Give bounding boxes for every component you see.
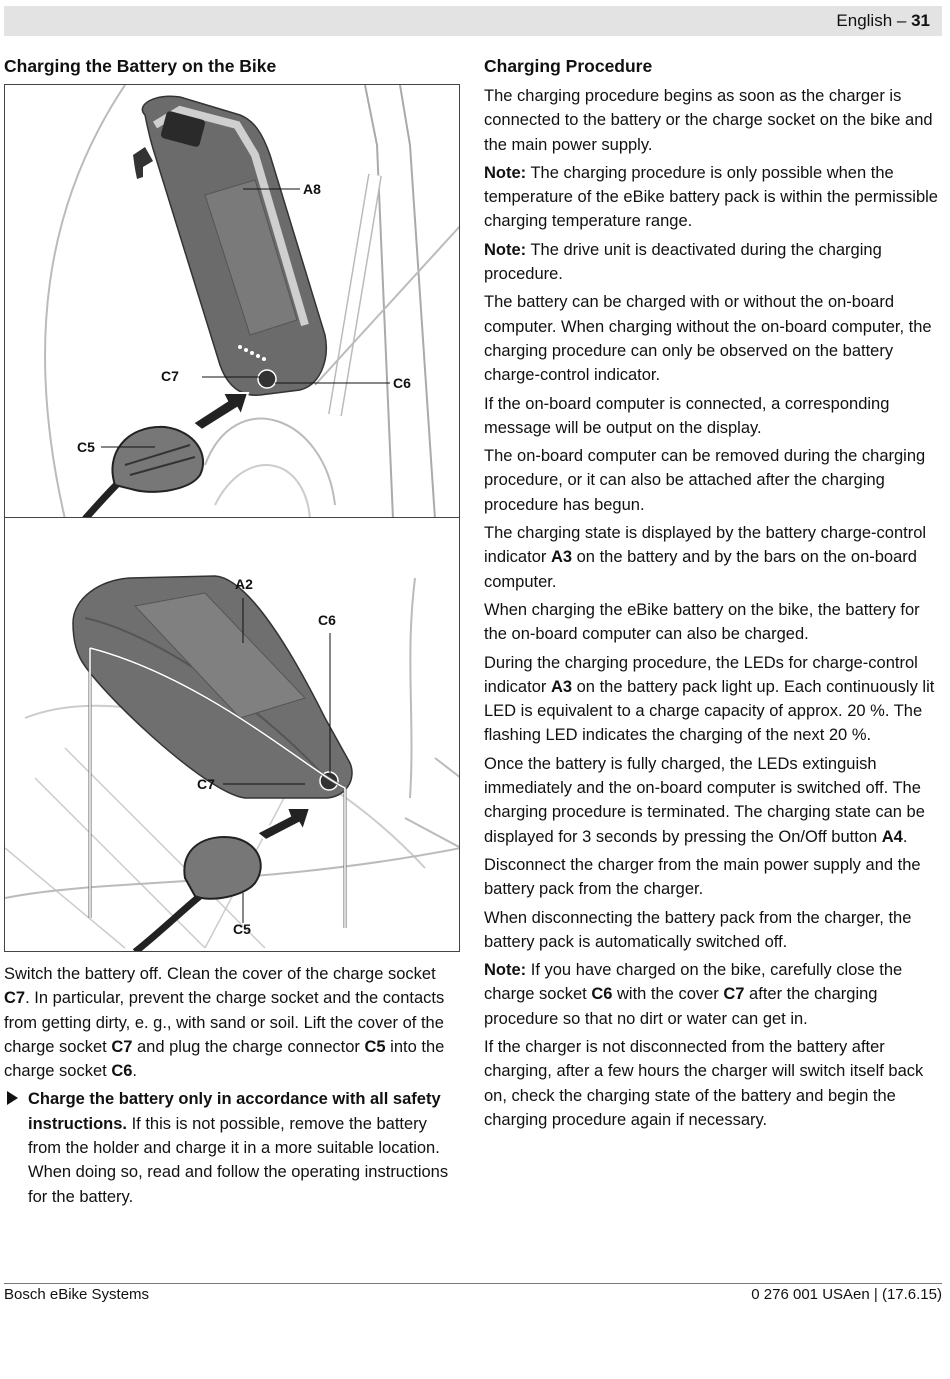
ref-c7: C7	[111, 1037, 133, 1056]
label-a2: A2	[235, 576, 253, 592]
label-c7: C7	[161, 368, 179, 384]
header-language: English	[836, 11, 893, 30]
label-a8: A8	[303, 181, 321, 197]
ref-c6: C6	[591, 985, 613, 1004]
ref-c6: C6	[111, 1062, 133, 1081]
text-run: The charging procedure is only possible when the temperature of the eBike battery pack is within the permissible charging temperature range.	[484, 163, 938, 231]
paragraph-10	[484, 752, 940, 849]
figure-battery-rack	[4, 518, 460, 952]
text-run: into the charge socket	[4, 1037, 445, 1081]
safety-bullet	[4, 1087, 460, 1208]
paragraph-5: If the on-board computer is connected, a corresponding message will be output on the display.	[484, 394, 890, 437]
text-run: .	[132, 1062, 137, 1081]
text-run: If you have charged on the bike, carefully close the charge socket	[484, 961, 903, 1004]
note-label: Note:	[484, 240, 527, 259]
paragraph-11: Disconnect the charger from the main power supply and the battery pack from the charger.	[484, 855, 921, 899]
note-label: Note:	[484, 961, 527, 980]
label-c6: C6	[318, 612, 336, 628]
bullet-text: If this is not possible, remove the battery from the holder and charge it in a more suitable location. When doing so, read and follow the operating instructions for the battery.	[28, 1114, 449, 1206]
page-header	[4, 6, 942, 36]
text-run: after the charging procedure so that no dirt or water can get in.	[484, 985, 878, 1028]
header-page-number: 31	[911, 11, 930, 30]
text-run: with the cover	[612, 985, 724, 1004]
text-run: on the battery and by the bars on the on-board computer.	[484, 548, 917, 591]
left-heading: Charging the Battery on the Bike	[4, 56, 277, 76]
paragraph-8: When charging the eBike battery on the bike, the battery for the on-board computer can also be charged.	[484, 600, 920, 644]
paragraph-4: The battery can be charged with or without the on-board computer. When charging without the on-board computer, the charging procedure can only be observed on the battery charge-control indicator.	[484, 293, 932, 385]
header-separator: –	[892, 11, 912, 30]
footer-right: 0 276 001 USAen | (17.6.15)	[751, 1286, 942, 1303]
paragraph-14: If the charger is not disconnected from the battery after charging, after a few hours the charger will switch itself back on, check the charging state of the battery and begin the charging procedure again if necessary.	[484, 1037, 924, 1129]
text-run: and plug the charge connector	[132, 1037, 365, 1056]
label-c6: C6	[393, 375, 411, 391]
label-c5: C5	[233, 921, 251, 937]
ref-a3: A3	[550, 548, 573, 567]
figure-battery-frame	[4, 84, 460, 518]
label-c7: C7	[197, 776, 215, 792]
paragraph-2	[484, 161, 940, 234]
text-run: The charging state is displayed by the battery charge-control indicator	[484, 524, 927, 567]
paragraph-6: The on-board computer can be removed during the charging procedure, or it can also be attached after the charging procedure has begun.	[484, 447, 926, 514]
text-run: Once the battery is fully charged, the LEDs extinguish immediately and the on-board computer is switched off. The charging procedure is terminated. The charging state can be displayed for 3 seconds by pressing the On/Off button	[484, 754, 925, 846]
left-column	[4, 54, 460, 1213]
right-column	[484, 54, 940, 1136]
right-heading: Charging Procedure	[484, 56, 653, 76]
text-run: .	[902, 827, 908, 846]
text-run: The drive unit is deactivated during the charging procedure.	[484, 240, 882, 284]
text-run: on the battery pack light up. Each continuously lit LED is equivalent to a charge capacity of approx. 20 %. The flashing LED indicates the charging of the next 20 %.	[484, 677, 935, 745]
left-body	[4, 962, 460, 1209]
footer-divider	[4, 1283, 942, 1284]
ref-c5: C5	[364, 1037, 386, 1056]
paragraph-13	[484, 958, 940, 1031]
bullet-triangle-icon	[7, 1091, 18, 1105]
text-run: Switch the battery off. Clean the cover of the charge socket	[4, 965, 436, 983]
label-c5: C5	[77, 439, 95, 455]
paragraph-9	[484, 651, 940, 748]
header-page-label	[836, 11, 930, 31]
illustration-frame-battery	[5, 85, 460, 518]
ref-c7: C7	[723, 985, 745, 1004]
paragraph-3	[484, 238, 940, 287]
ref-a4: A4	[881, 827, 903, 846]
bullet-bold: Charge the battery only in accordance with all safety instructions.	[28, 1090, 441, 1133]
note-label: Note:	[484, 163, 527, 182]
illustration-rack-battery	[5, 518, 460, 952]
text-run: During the charging procedure, the LEDs for charge-control indicator	[484, 653, 918, 696]
ref-a3: A3	[550, 677, 573, 696]
paragraph-switch-off	[4, 962, 460, 1083]
paragraph-7	[484, 521, 940, 594]
ref-c7: C7	[4, 989, 26, 1008]
footer-left: Bosch eBike Systems	[4, 1286, 150, 1303]
paragraph-1: The charging procedure begins as soon as the charger is connected to the battery or the charge socket on the bike and the main power supply.	[484, 87, 933, 154]
text-run: . In particular, prevent the charge socket and the contacts from getting dirty, e. g., with sand or soil. Lift the cover of the charge socket	[4, 989, 445, 1056]
paragraph-12: When disconnecting the battery pack from the charger, the battery pack is automatically switched off.	[484, 908, 912, 951]
